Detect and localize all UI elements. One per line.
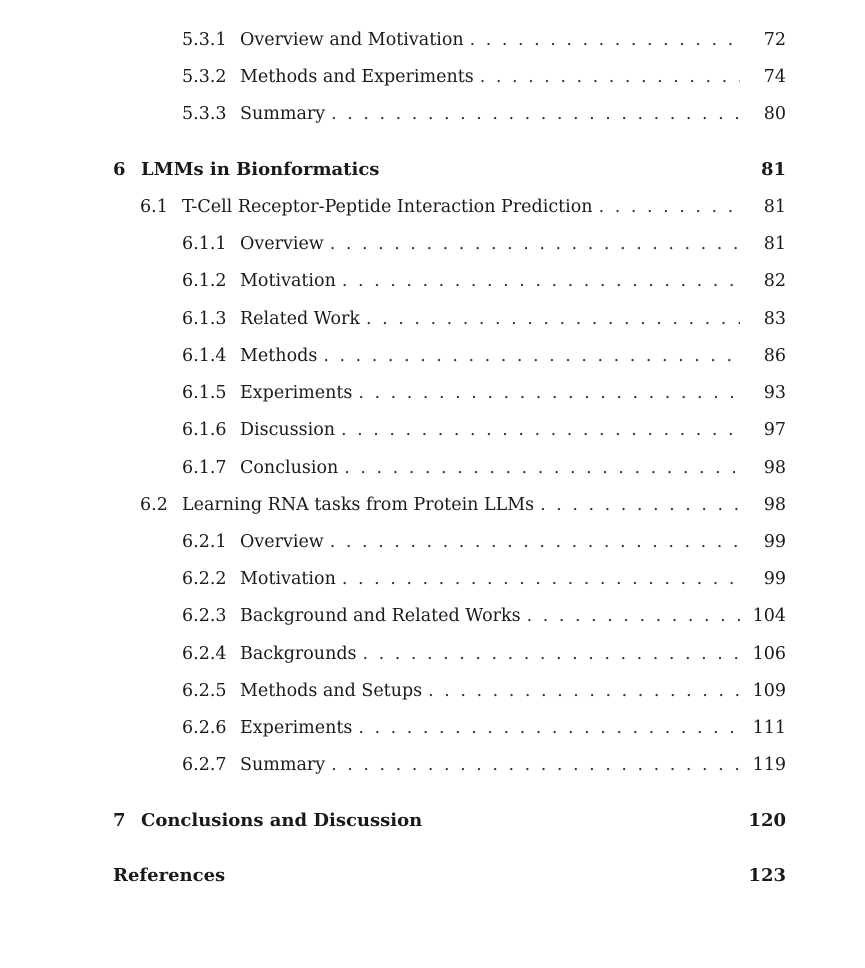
leader-dots [363,641,740,667]
page-number: 80 [763,104,786,124]
section-number: 6.1.7 [182,458,227,478]
toc-references[interactable] [113,863,786,889]
toc-entry-6-2-4[interactable] [182,641,786,667]
leader-dots [358,380,740,406]
section-number: 6.1 [140,197,168,217]
section-title: Conclusion [240,458,339,478]
page-number: 111 [752,718,786,738]
section-title: T-Cell Receptor-Peptide Interaction Prediction [182,197,593,217]
page-number: 81 [763,197,786,217]
toc-entry-6-2-7[interactable] [182,752,786,778]
leader-dots [540,492,740,518]
leader-dots [366,306,740,332]
toc-entry-6-2-2[interactable] [182,566,786,592]
page-number: 83 [763,309,786,329]
section-number: 6.2.7 [182,755,227,775]
section-number: 6.1.3 [182,309,227,329]
page-number: 81 [760,159,786,180]
section-number: 6.1.6 [182,420,227,440]
toc-entry-6-1[interactable] [140,194,786,220]
section-title: Backgrounds [240,644,357,664]
section-title: Learning RNA tasks from Protein LLMs [182,495,535,515]
leader-dots [330,231,740,257]
page-number: 74 [763,67,786,87]
page-number: 82 [763,271,786,291]
leader-dots [323,343,740,369]
chapter-number: 7 [113,810,126,831]
section-title: Overview and Motivation [240,30,464,50]
toc-entry-5-3-2[interactable] [182,64,786,90]
page-number: 86 [763,346,786,366]
leader-dots [342,268,740,294]
section-number: 5.3.2 [182,67,227,87]
leader-dots [428,678,740,704]
section-number: 5.3.1 [182,30,227,50]
leader-dots [470,27,740,53]
section-number: 6.1.2 [182,271,227,291]
section-number: 6.2.4 [182,644,227,664]
toc-entry-6-1-4[interactable] [182,343,786,369]
section-number: 6.2.2 [182,569,227,589]
page-number: 98 [763,458,786,478]
page-number: 123 [748,865,786,886]
page-number: 97 [763,420,786,440]
leader-dots [342,566,740,592]
section-title: Background and Related Works [240,606,521,626]
toc-entry-6-2-6[interactable] [182,715,786,741]
section-title: Experiments [240,383,353,403]
page-number: 98 [763,495,786,515]
toc-chapter-7[interactable] [113,808,786,834]
references-title: References [113,865,226,886]
page-number: 72 [763,30,786,50]
section-title: Experiments [240,718,353,738]
section-title: Summary [240,104,326,124]
toc-entry-6-2-3[interactable] [182,603,786,629]
page-number: 99 [763,569,786,589]
leader-dots [330,529,740,555]
toc-entry-6-1-1[interactable] [182,231,786,257]
toc-entry-6-2-1[interactable] [182,529,786,555]
section-number: 6.2 [140,495,168,515]
section-title: Overview [240,234,324,254]
chapter-title: Conclusions and Discussion [141,810,423,831]
toc-entry-6-1-2[interactable] [182,268,786,294]
section-title: Methods and Experiments [240,67,474,87]
leader-dots [331,101,740,127]
toc-chapter-6[interactable] [113,157,786,183]
page-number: 104 [752,606,786,626]
section-title: Motivation [240,569,336,589]
section-number: 6.2.1 [182,532,227,552]
section-title: Motivation [240,271,336,291]
toc-entry-5-3-3[interactable] [182,101,786,127]
page-number: 81 [763,234,786,254]
section-number: 6.2.5 [182,681,227,701]
section-title: Summary [240,755,326,775]
leader-dots [599,194,740,220]
page-number: 106 [752,644,786,664]
section-number: 5.3.3 [182,104,227,124]
section-number: 6.2.3 [182,606,227,626]
section-title: Methods [240,346,318,366]
toc-entry-6-1-3[interactable] [182,306,786,332]
section-number: 6.1.1 [182,234,227,254]
leader-dots [344,455,740,481]
toc-entry-6-1-5[interactable] [182,380,786,406]
page-number: 109 [752,681,786,701]
page-number: 93 [763,383,786,403]
section-number: 6.2.6 [182,718,227,738]
page-number: 119 [752,755,786,775]
section-number: 6.1.5 [182,383,227,403]
leader-dots [358,715,740,741]
leader-dots [341,417,740,443]
section-title: Discussion [240,420,336,440]
leader-dots [331,752,740,778]
chapter-title: LMMs in Bionformatics [141,159,380,180]
toc-entry-6-2-5[interactable] [182,678,786,704]
toc-entry-6-1-6[interactable] [182,417,786,443]
toc-entry-6-1-7[interactable] [182,455,786,481]
section-title: Related Work [240,309,361,329]
leader-dots [527,603,740,629]
toc-entry-6-2[interactable] [140,492,786,518]
page-number: 120 [748,810,786,831]
section-number: 6.1.4 [182,346,227,366]
section-title: Overview [240,532,324,552]
page-number: 99 [763,532,786,552]
leader-dots [480,64,740,90]
section-title: Methods and Setups [240,681,423,701]
chapter-number: 6 [113,159,126,180]
toc-entry-5-3-1[interactable] [182,27,786,53]
